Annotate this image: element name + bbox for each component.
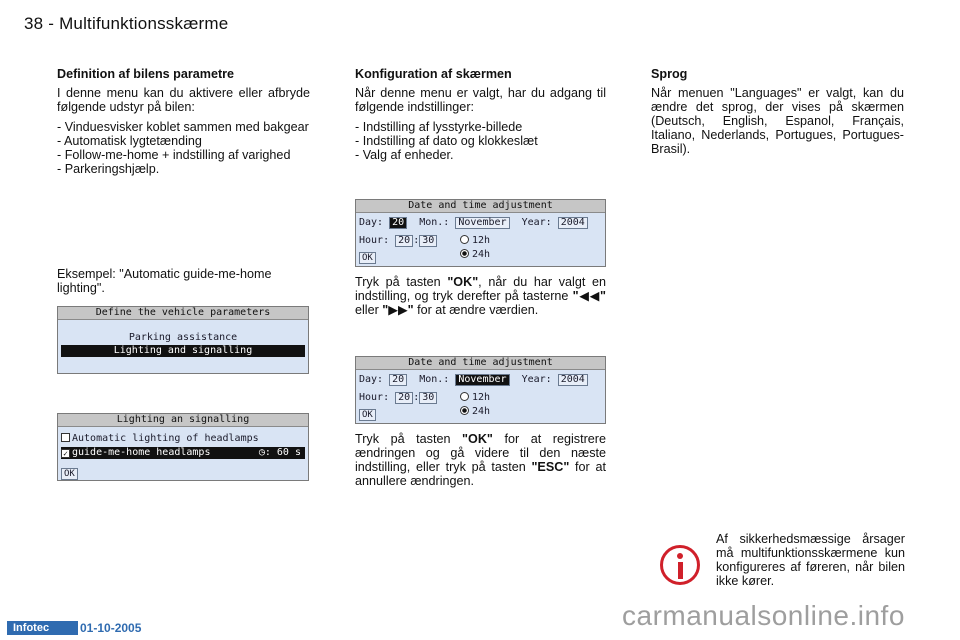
month-label: Mon.: [419, 217, 450, 228]
option-label: guide-me-home headlamps [72, 447, 211, 458]
footer-date: 01-10-2005 [80, 621, 142, 635]
year-label: Year: [521, 374, 552, 385]
ok-button[interactable]: OK [359, 252, 376, 264]
settings-list [355, 120, 606, 162]
hour-field[interactable]: 20 [395, 392, 413, 404]
text: , når du har valgt en indstilling, og tryk derefter på tasterne [355, 275, 607, 303]
instruction-paragraph-1 [355, 275, 606, 317]
instruction-paragraph-2 [355, 432, 606, 488]
section-intro: I denne menu kan du aktivere eller afbryde følgende udstyr på bilen: [57, 86, 310, 114]
list-item: - Valg af enheder. [355, 148, 606, 162]
clock-icon: ◷ [258, 447, 265, 458]
mode-12h[interactable] [460, 392, 490, 404]
duration-setting[interactable]: ◷: 60 s [258, 447, 301, 458]
month-field[interactable]: November [455, 374, 509, 386]
info-icon [660, 545, 700, 585]
mode-label: 24h [472, 406, 491, 417]
hour-field[interactable]: 20 [395, 235, 413, 247]
mode-label: 24h [472, 249, 491, 260]
duration-value: 60 [276, 447, 289, 458]
date-row [359, 374, 588, 386]
mode-label: 12h [472, 392, 491, 403]
lcd-screen-vehicle-parameters [57, 306, 309, 374]
year-field[interactable]: 2004 [558, 217, 588, 229]
list-item: - Indstilling af dato og klokkeslæt [355, 134, 606, 148]
key-ok: "OK" [447, 275, 479, 289]
infotec-logo: Infotec [7, 621, 78, 635]
watermark: carmanualsonline.info [622, 600, 905, 631]
text: eller [355, 303, 383, 317]
page-header [24, 14, 228, 34]
time-row: Hour: 20 : 30 [359, 235, 437, 247]
mode-24h[interactable] [460, 406, 490, 418]
minute-field[interactable]: 30 [419, 235, 437, 247]
key-left: "◀◀" [572, 289, 606, 303]
year-field[interactable]: 2004 [558, 374, 588, 386]
text: for at annullere ændringen. [355, 460, 606, 488]
list-item: - Indstilling af lysstyrke-billede [355, 120, 606, 134]
hour-label: Hour: [359, 235, 390, 246]
text: for at ændre værdien. [413, 303, 539, 317]
radio-on-icon[interactable] [460, 406, 469, 415]
mode-label: 12h [472, 235, 491, 246]
lcd-screen-datetime [355, 199, 606, 267]
mode-24h[interactable] [460, 249, 490, 261]
text: Tryk på tasten [355, 275, 448, 289]
list-item: - Automatisk lygtetænding [57, 134, 310, 148]
lcd-title: Date and time adjustment [356, 357, 605, 370]
mode-12h[interactable] [460, 235, 490, 247]
section-vehicle-parameters [57, 67, 310, 176]
option-row-selected[interactable] [61, 447, 305, 459]
ok-button[interactable]: OK [61, 468, 78, 480]
header-separator: - [48, 14, 55, 33]
menu-item-lighting-signalling[interactable]: Lighting and signalling [61, 345, 305, 357]
section-title: Sprog [651, 67, 688, 81]
lcd-screen-lighting [57, 413, 309, 481]
month-label: Mon.: [419, 374, 450, 385]
date-row [359, 217, 588, 229]
hour-label: Hour: [359, 392, 390, 403]
day-label: Day: [359, 374, 384, 385]
day-label: Day: [359, 217, 384, 228]
menu-item-parking-assistance[interactable]: Parking assistance [128, 332, 238, 343]
lcd-title: Define the vehicle parameters [58, 307, 308, 320]
section-screen-configuration [355, 67, 606, 162]
time-row: Hour: 20 : 30 [359, 392, 437, 404]
key-esc: "ESC" [531, 460, 570, 474]
month-field[interactable]: November [455, 217, 509, 229]
year-label: Year: [521, 217, 552, 228]
key-right: "▶▶" [382, 303, 414, 317]
page-number: 38 [24, 14, 44, 33]
lcd-title: Lighting an signalling [58, 414, 308, 427]
section-title: Konfiguration af skærmen [355, 67, 512, 81]
lcd-screen-datetime-month-selected [355, 356, 606, 424]
option-row[interactable] [61, 433, 259, 445]
safety-note: Af sikkerhedsmæssige årsager må multifunktionsskærmene kun konfigureres af føreren, når bilen ikke kører. [716, 532, 905, 588]
checkbox-checked-icon[interactable]: ✓ [61, 449, 70, 458]
checkbox-unchecked-icon[interactable] [61, 433, 70, 442]
duration-unit: s [294, 447, 301, 458]
list-item: - Follow-me-home + indstilling af varighed [57, 148, 310, 162]
ok-button[interactable]: OK [359, 409, 376, 421]
radio-off-icon[interactable] [460, 392, 469, 401]
day-field[interactable]: 20 [389, 217, 407, 229]
list-item: - Vinduesvisker koblet sammen med bakgear [57, 120, 310, 134]
radio-off-icon[interactable] [460, 235, 469, 244]
list-item: - Parkeringshjælp. [57, 162, 310, 176]
example-caption: Eksempel: "Automatic guide-me-home lighting". [57, 267, 272, 295]
radio-on-icon[interactable] [460, 249, 469, 258]
text: for at registrere ændringen og gå videre til den næste indstilling, eller tryk på tasten [355, 432, 606, 474]
day-field[interactable]: 20 [389, 374, 407, 386]
option-label: Automatic lighting of headlamps [72, 433, 259, 444]
equipment-list [57, 120, 310, 176]
section-language [651, 67, 904, 156]
section-intro: Når denne menu er valgt, har du adgang til følgende indstillinger: [355, 86, 606, 114]
page-title: Multifunktionsskærme [59, 14, 229, 33]
text: Tryk på tasten [355, 432, 463, 446]
section-text: Når menuen "Languages" er valgt, kan du ændre det sprog, der vises på skærmen (Deutsch, English, Espanol, Français, Italiano, Nederlands, Portugues, Portugues-Brasil). [651, 86, 904, 156]
minute-field[interactable]: 30 [419, 392, 437, 404]
section-title: Definition af bilens parametre [57, 67, 235, 81]
key-ok: "OK" [462, 432, 493, 446]
lcd-title: Date and time adjustment [356, 200, 605, 213]
